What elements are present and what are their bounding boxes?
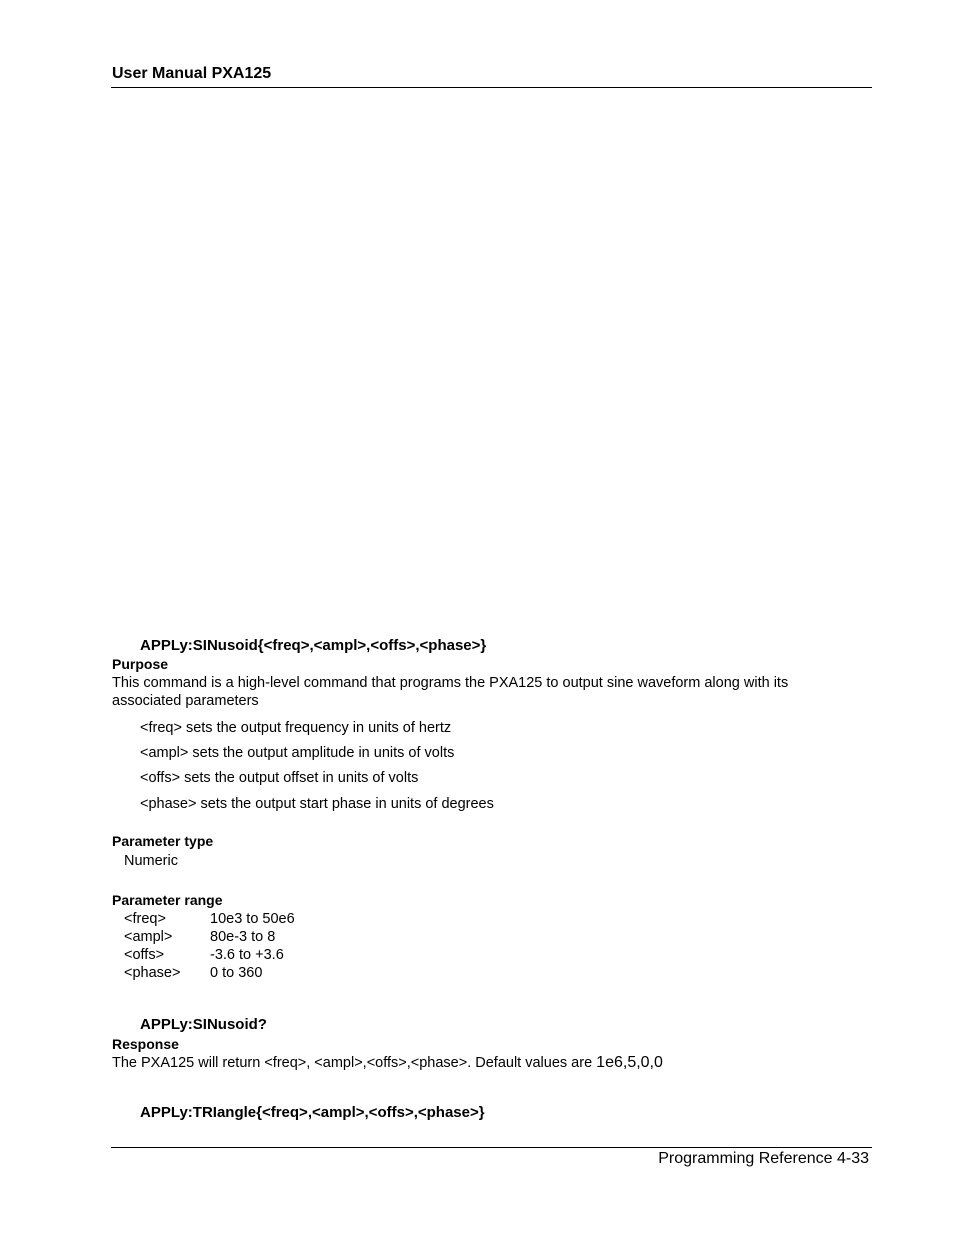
range-row	[124, 929, 276, 945]
range-param-value: 80e-3 to 8	[210, 929, 276, 945]
header-rule	[111, 87, 872, 88]
header-title: User Manual PXA125	[112, 65, 272, 82]
triangle-command-heading: APPLy:TRIangle{<freq>,<ampl>,<offs>,<phase>}	[140, 1104, 485, 1121]
purpose-label: Purpose	[112, 656, 169, 672]
parameter-type-value: Numeric	[124, 853, 178, 869]
param-description: <phase> sets the output start phase in units of degrees	[140, 796, 494, 812]
param-description: <offs> sets the output offset in units of volts	[140, 770, 419, 786]
range-param-name: <freq>	[124, 911, 166, 927]
param-description: <freq> sets the output frequency in units of hertz	[140, 720, 452, 736]
range-param-name: <offs>	[124, 947, 165, 963]
range-param-name: <ampl>	[124, 929, 173, 945]
sinusoid-query-heading: APPLy:SINusoid?	[140, 1016, 267, 1033]
sinusoid-command-heading: APPLy:SINusoid{<freq>,<ampl>,<offs>,<phase>}	[140, 637, 487, 654]
purpose-text: This command is a high-level command that programs the PXA125 to output sine waveform along with its associated parameters	[112, 675, 789, 709]
range-param-value: 10e3 to 50e6	[210, 911, 295, 927]
parameter-type-label: Parameter type	[112, 833, 214, 849]
range-row	[124, 911, 295, 927]
response-default-values: 1e6,5,0,0	[596, 1054, 663, 1071]
footer-page-reference: Programming Reference 4-33	[658, 1150, 869, 1167]
footer-rule	[111, 1147, 872, 1148]
range-param-value: 0 to 360	[210, 965, 263, 981]
param-description: <ampl> sets the output amplitude in units of volts	[140, 745, 455, 761]
response-text	[112, 1054, 663, 1072]
range-param-name: <phase>	[124, 965, 181, 981]
response-sentence: The PXA125 will return <freq>, <ampl>,<offs>,<phase>. Default values are	[112, 1055, 597, 1071]
range-row	[124, 947, 284, 963]
parameter-range-label: Parameter range	[112, 892, 223, 908]
response-label: Response	[112, 1036, 179, 1052]
range-param-value: -3.6 to +3.6	[210, 947, 284, 963]
range-row	[124, 965, 263, 981]
